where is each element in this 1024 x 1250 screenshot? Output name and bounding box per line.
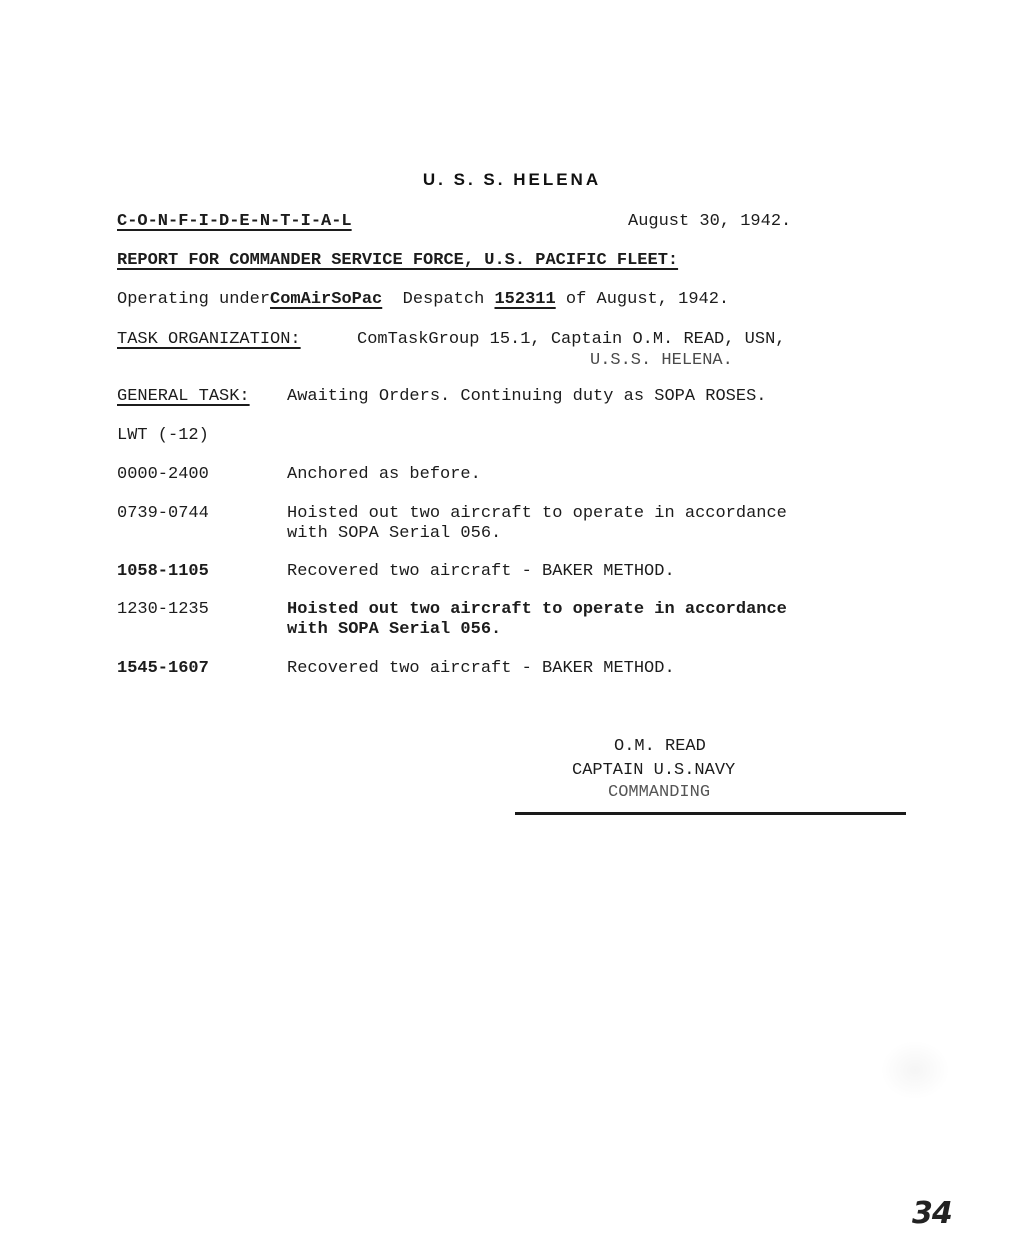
signature-rule	[515, 812, 906, 815]
log-entry-time: 0739-0744	[117, 504, 209, 523]
general-task-text: Awaiting Orders. Continuing duty as SOPA ROSES.	[287, 387, 767, 406]
task-organization-line-1: ComTaskGroup 15.1, Captain O.M. READ, USN,	[357, 330, 786, 349]
log-entry-text: Anchored as before.	[287, 465, 481, 484]
report-addressee: REPORT FOR COMMANDER SERVICE FORCE, U.S. PACIFIC FLEET:	[117, 251, 679, 270]
log-entry-time: 1545-1607	[117, 659, 209, 678]
document-date: August 30, 1942.	[628, 212, 792, 231]
general-task-label: GENERAL TASK:	[117, 387, 250, 406]
operating-authority-line	[117, 289, 729, 311]
signature-rank: CAPTAIN U.S.NAVY	[572, 761, 736, 780]
handwritten-page-number: 34	[912, 1196, 952, 1231]
faint-stamp-mark	[880, 1040, 950, 1100]
log-entry-text: Hoisted out two aircraft to operate in accordance	[287, 600, 787, 619]
despatch-number: 152311	[494, 290, 556, 309]
time-zone-label: LWT (-12)	[117, 426, 209, 445]
signature-title: COMMANDING	[608, 783, 711, 802]
operating-authority: ComAirSoPac	[270, 290, 383, 309]
task-organization-line-2: U.S.S. HELENA.	[590, 351, 733, 370]
log-entry-text: with SOPA Serial 056.	[287, 524, 502, 543]
classification-marking: C-O-N-F-I-D-E-N-T-I-A-L	[117, 212, 352, 231]
signature-name: O.M. READ	[614, 737, 706, 756]
task-organization-label: TASK ORGANIZATION:	[117, 330, 301, 349]
log-entry-text: Recovered two aircraft - BAKER METHOD.	[287, 659, 675, 678]
log-entry-time: 0000-2400	[117, 465, 209, 484]
log-entry-text: Recovered two aircraft - BAKER METHOD.	[287, 562, 675, 581]
operating-suffix: of August, 1942.	[565, 290, 730, 309]
log-entry-time: 1058-1105	[117, 562, 209, 581]
log-entry-text: with SOPA Serial 056.	[287, 620, 502, 639]
log-entry-text: Hoisted out two aircraft to operate in accordance	[287, 504, 787, 523]
despatch-label: Despatch	[402, 290, 485, 309]
log-entry-time: 1230-1235	[117, 600, 209, 619]
ship-name-heading: U. S. S. HELENA	[422, 170, 602, 189]
operating-prefix: Operating under	[117, 290, 271, 309]
